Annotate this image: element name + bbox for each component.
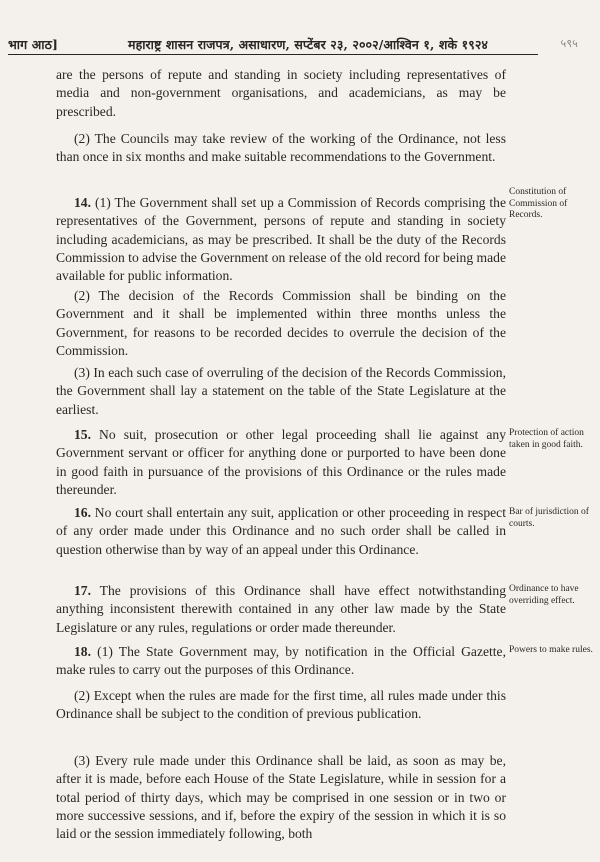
side-note-commission: Constitution of Commission of Records. (509, 187, 568, 221)
section-number: 17. (74, 583, 91, 598)
section-text: The provisions of this Ordinance shall have effect notwithstanding anything inconsistent therewith contained in any other law made by the State Legislature or any rules, regulations or order made thereunder. (56, 583, 506, 635)
section-text: (1) The State Government may, by notification in the Official Gazette, make rules to carry out the purposes of this Ordinance. (56, 644, 506, 678)
section-14-1 (56, 194, 506, 285)
header-page-number: ५९५ (560, 37, 578, 50)
section-number: 15. (74, 427, 91, 442)
header-part: भाग आठ] (8, 37, 58, 52)
section-text: (1) The Government shall set up a Commission of Records comprising the representatives of the Government, persons of repute and standing in society including academicians, as may be prescribed. It shall be the duty of the Records Commission to advise the Government on release of the old record for being made available for public information. (56, 195, 506, 284)
page-header (8, 34, 592, 58)
section-14-3: (3) In each such case of overruling of the decision of the Records Commission, the Government shall lay a statement on the table of the State Legislature at the earliest. (56, 365, 506, 417)
section-number: 16. (74, 505, 91, 520)
paragraph-continuation: are the persons of repute and standing in society including representatives of media and non-government organisations, and academicians, as may be prescribed. (56, 67, 506, 119)
side-note-bar-of-jurisdiction: Bar of jurisdiction of courts. (509, 507, 589, 529)
section-number: 18. (74, 644, 91, 659)
side-note-powers-to-make-rules: Powers to make rules. (509, 645, 593, 655)
side-note-protection: Protection of action taken in good faith. (509, 428, 584, 450)
header-title: महाराष्ट्र शासन राजपत्र, असाधारण, सप्टेंबर २३, २००२/आश्विन १, शके १९२४ (128, 37, 489, 52)
section-18-2: (2) Except when the rules are made for the first time, all rules made under this Ordinance shall be subject to the condition of previous publication. (56, 688, 506, 722)
section-18-3: (3) Every rule made under this Ordinance shall be laid, as soon as may be, after it is made, before each House of the State Legislature, while in session for a total period of thirty days, which may be comprised in one session or in two or more successive sessions, and if, before the expiry of the session in which it is so laid or the session immediately following, both (56, 753, 506, 842)
header-rule (8, 54, 538, 55)
section-18-1 (56, 643, 506, 680)
section-text: No suit, prosecution or other legal proceeding shall lie against any Government servant or officer for anything done or purported to have been done in good faith in pursuance of the provisions of this Ordinance or the rules made thereunder. (56, 427, 506, 497)
side-note-overriding-effect: Ordinance to have overriding effect. (509, 584, 579, 606)
section-15 (56, 426, 506, 499)
paragraph-13-2: (2) The Councils may take review of the working of the Ordinance, not less than once in six months and make suitable recommendations to the Government. (56, 131, 506, 165)
section-17 (56, 582, 506, 637)
section-14-2: (2) The decision of the Records Commission shall be binding on the Government and it shall be implemented within three months unless the Government, for reasons to be recorded decides to overrule the decision of the Commission. (56, 288, 506, 358)
section-text: No court shall entertain any suit, application or other proceeding in respect of any order made under this Ordinance and no such order shall be called in question otherwise than by way of an appeal under this Ordinance. (56, 505, 506, 557)
section-16 (56, 504, 506, 559)
section-number: 14. (74, 195, 91, 210)
